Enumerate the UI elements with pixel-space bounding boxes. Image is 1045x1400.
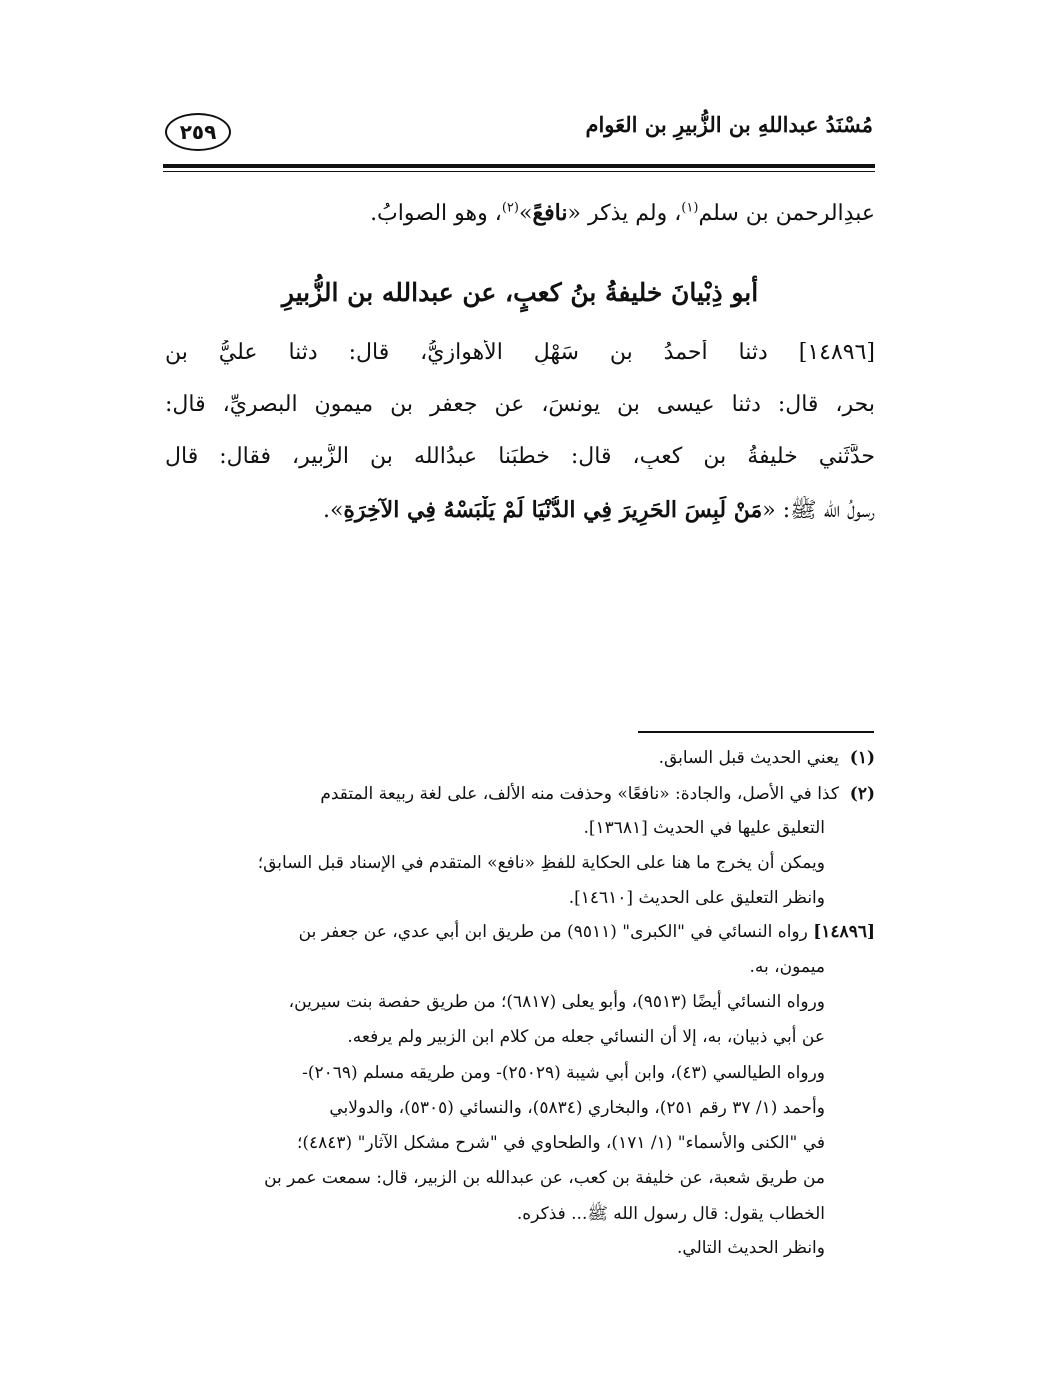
hadith-line-3: حدَّثَني خليفةُ بن كعبٍ، قال: خطبَنا عبدُالله بن الزُّبيرِ، فقال: قال: [165, 444, 875, 469]
text-run: عبدِالرحمنِ بن سلمٍ: [698, 201, 875, 226]
text-run: رسولُ الله ﷺ: «: [762, 498, 875, 523]
page-number: ٢٥٩: [179, 120, 217, 144]
footnote-line: ورواه النسائي أيضًا (٩٥١٣)، وأبو يعلى (٦٨١٧)؛ من طريق حفصة بنت سيرين،: [288, 992, 825, 1012]
footnote-line: وأحمد (١/ ٣٧ رقم ٢٥١)، والبخاري (٥٨٣٤)، والنسائي (٥٣٠٥)، والدولابي: [329, 1098, 825, 1118]
footnote-line: التعليق عليها في الحديث [١٣٦٨١].: [583, 818, 825, 838]
footnote-line: [299, 922, 875, 942]
hadith-line-1: [١٤٨٩٦] دثنا أحمدُ بن سَهْلٍ الأهوازيُّ، قال: دثنا عليُّ بن: [165, 340, 875, 365]
footnote-line: ويمكن أن يخرج ما هنا على الحكاية للفظِ «نافع» المتقدم في الإسناد قبل السابق؛: [257, 853, 825, 873]
footnote-line: ميمون، به.: [749, 957, 825, 977]
footnote-line: ورواه الطيالسي (٤٣)، وابن أبي شيبة (٢٥٠٢٩)- ومن طريقه مسلم (٢٠٦٩)-: [302, 1063, 825, 1083]
footnote-number: [١٤٨٩٦]: [813, 922, 875, 942]
text-run: »: [518, 201, 533, 226]
footnote-separator: [638, 731, 874, 733]
footnote-ref-1: (١): [681, 200, 699, 216]
footnote-line: الخطاب يقول: قال رسول الله ﷺ... فذكره.: [516, 1204, 825, 1224]
footnote-text: يعني الحديث قبل السابق.: [658, 748, 839, 768]
hadith-line-4: [165, 496, 875, 528]
text-run: ».: [322, 498, 344, 523]
header-rule-thick: [163, 164, 875, 168]
section-heading: أبو ذِبْيانَ خليفةُ بنُ كعبٍ، عن عبدالله بن الزُّبيرِ: [281, 278, 759, 307]
footnote-line: وانظر التعليق على الحديث [١٤٦١٠].: [568, 888, 825, 908]
running-title: مُسْنَدُ عبداللهِ بن الزُّبيرِ بن العَوام: [585, 112, 873, 137]
footnote-ref-2: (٢): [501, 200, 519, 216]
page-number-badge: [165, 113, 231, 151]
header-rule-thin: [163, 171, 875, 172]
footnote-line: [659, 748, 875, 768]
footnote-line: في "الكنى والأسماء" (١/ ١٧١)، والطحاوي في "شرح مشكل الآثار" (٤٨٤٣)؛: [296, 1133, 825, 1153]
hadith-line-2: بحرٍ، قال: دثنا عيسى بن يونسَ، عن جعفرِ بن ميمونٍ البصريِّ، قال:: [165, 392, 875, 417]
footnote-number: (٢): [849, 784, 875, 804]
footnote-number: (١): [849, 748, 875, 768]
footnote-line: وانظر الحديث التالي.: [677, 1238, 825, 1258]
body-line-1: [165, 200, 875, 226]
bold-term: نافعً: [532, 200, 568, 226]
text-run: ، ولم يذكر «: [567, 201, 682, 226]
prophetic-saying: مَنْ لَبِسَ الحَرِيرَ فِي الدُّنْيَا لَمْ يَلْبَسْهُ فِي الآخِرَةِ: [343, 497, 763, 523]
footnote-line: [320, 784, 875, 804]
footnote-text: رواه النسائي في "الكبرى" (٩٥١١) من طريق ابن أبي عدي، عن جعفر بن: [298, 922, 808, 942]
footnote-text: كذا في الأصل، والجادة: «نافعًا» وحذفت منه الألف، على لغة ربيعة المتقدم: [320, 784, 839, 804]
text-run: ، وهو الصوابُ.: [370, 201, 502, 226]
footnote-line: من طريق شعبة، عن خليفة بن كعب، عن عبدالله بن الزبير، قال: سمعت عمر بن: [264, 1168, 825, 1188]
footnote-line: عن أبي ذبيان، به، إلا أن النسائي جعله من كلام ابن الزبير ولم يرفعه.: [347, 1027, 825, 1047]
